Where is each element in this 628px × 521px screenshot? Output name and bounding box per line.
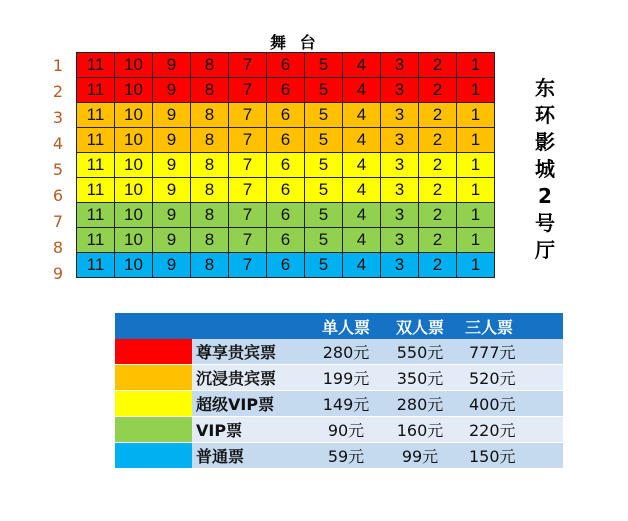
seat-row	[77, 253, 495, 278]
seat[interactable]: 11	[77, 203, 115, 228]
seat[interactable]: 5	[305, 53, 343, 78]
seat-row	[77, 53, 495, 78]
seat[interactable]: 3	[381, 78, 419, 103]
seat[interactable]: 10	[115, 203, 153, 228]
price-table	[115, 313, 563, 468]
triple-price: 777元	[457, 339, 563, 365]
row-number: 7	[52, 212, 64, 231]
seat[interactable]: 4	[343, 203, 381, 228]
seat[interactable]: 5	[305, 203, 343, 228]
row-number: 6	[52, 186, 64, 205]
seat-row	[77, 103, 495, 128]
seat[interactable]: 9	[153, 228, 191, 253]
seat[interactable]: 8	[191, 228, 229, 253]
single-price: 199元	[309, 365, 383, 391]
seat[interactable]: 3	[381, 103, 419, 128]
tier-color-swatch	[115, 365, 192, 391]
seat[interactable]: 5	[305, 253, 343, 278]
tier-color-swatch	[115, 443, 192, 469]
seat[interactable]: 6	[267, 78, 305, 103]
seat[interactable]: 5	[305, 78, 343, 103]
hall-label-char: 2	[538, 184, 552, 208]
tier-name: 普通票	[192, 443, 309, 469]
hall-label-char: 城	[535, 157, 555, 181]
seat[interactable]: 3	[381, 203, 419, 228]
single-price: 90元	[309, 417, 383, 443]
seat[interactable]: 1	[457, 128, 495, 153]
seat[interactable]: 3	[381, 228, 419, 253]
seat[interactable]: 8	[191, 103, 229, 128]
seat[interactable]: 6	[267, 228, 305, 253]
tier-name: VIP票	[192, 417, 309, 443]
seat[interactable]: 4	[343, 253, 381, 278]
seat[interactable]: 2	[419, 228, 457, 253]
seat[interactable]: 10	[115, 178, 153, 203]
seat[interactable]: 11	[77, 253, 115, 278]
seat[interactable]: 10	[115, 103, 153, 128]
price-row	[115, 339, 563, 365]
seat[interactable]: 9	[153, 53, 191, 78]
seat[interactable]: 11	[77, 178, 115, 203]
seat[interactable]: 11	[77, 78, 115, 103]
seat[interactable]: 9	[153, 128, 191, 153]
double-price: 280元	[383, 391, 457, 417]
seat[interactable]: 11	[77, 103, 115, 128]
seat[interactable]: 9	[153, 78, 191, 103]
single-price: 59元	[309, 443, 383, 469]
seat[interactable]: 7	[229, 253, 267, 278]
seat[interactable]: 6	[267, 103, 305, 128]
seat[interactable]: 4	[343, 153, 381, 178]
seat[interactable]: 10	[115, 253, 153, 278]
seat[interactable]: 1	[457, 78, 495, 103]
seat[interactable]: 8	[191, 53, 229, 78]
triple-price: 400元	[457, 391, 563, 417]
tier-name: 超级VIP票	[192, 391, 309, 417]
seat-row	[77, 128, 495, 153]
seat[interactable]: 8	[191, 203, 229, 228]
seat[interactable]: 1	[457, 103, 495, 128]
seat[interactable]: 4	[343, 178, 381, 203]
tier-name: 尊享贵宾票	[192, 339, 309, 365]
header-single-ticket: 单人票	[309, 313, 383, 339]
seat[interactable]: 1	[457, 253, 495, 278]
hall-label-char: 东	[535, 76, 555, 100]
seat[interactable]: 10	[115, 128, 153, 153]
seat[interactable]: 3	[381, 253, 419, 278]
row-number: 1	[52, 56, 64, 75]
seat[interactable]: 7	[229, 103, 267, 128]
seat[interactable]: 6	[267, 253, 305, 278]
seat[interactable]: 2	[419, 253, 457, 278]
row-number-column	[50, 53, 66, 287]
seat[interactable]: 2	[419, 178, 457, 203]
seat[interactable]: 7	[229, 128, 267, 153]
seat[interactable]: 4	[343, 103, 381, 128]
seat[interactable]: 4	[343, 228, 381, 253]
hall-label-char: 环	[535, 103, 555, 127]
seat[interactable]: 2	[419, 203, 457, 228]
seat[interactable]: 11	[77, 128, 115, 153]
double-price: 99元	[383, 443, 457, 469]
seat[interactable]: 2	[419, 53, 457, 78]
seat[interactable]: 7	[229, 78, 267, 103]
seat[interactable]: 9	[153, 153, 191, 178]
tier-color-swatch	[115, 339, 192, 365]
tier-color-swatch	[115, 391, 192, 417]
tier-name: 沉浸贵宾票	[192, 365, 309, 391]
seat[interactable]: 9	[153, 203, 191, 228]
seat[interactable]: 7	[229, 53, 267, 78]
seat[interactable]: 7	[229, 178, 267, 203]
seat[interactable]: 8	[191, 78, 229, 103]
seat[interactable]: 3	[381, 128, 419, 153]
seat[interactable]: 10	[115, 53, 153, 78]
price-header-row	[115, 313, 563, 339]
seat[interactable]: 1	[457, 203, 495, 228]
seat[interactable]: 6	[267, 178, 305, 203]
seat[interactable]: 6	[267, 128, 305, 153]
triple-price: 520元	[457, 365, 563, 391]
seat[interactable]: 4	[343, 53, 381, 78]
header-triple-ticket: 三人票	[457, 313, 563, 339]
tier-color-swatch	[115, 417, 192, 443]
seat[interactable]: 1	[457, 153, 495, 178]
seat[interactable]: 11	[77, 53, 115, 78]
price-row	[115, 365, 563, 391]
seat[interactable]: 9	[153, 103, 191, 128]
seat[interactable]: 2	[419, 78, 457, 103]
seat-row	[77, 203, 495, 228]
seat[interactable]: 5	[305, 178, 343, 203]
seat[interactable]: 1	[457, 228, 495, 253]
header-double-ticket: 双人票	[383, 313, 457, 339]
seat[interactable]: 11	[77, 153, 115, 178]
price-row	[115, 417, 563, 443]
triple-price: 150元	[457, 443, 563, 469]
seat[interactable]: 8	[191, 178, 229, 203]
double-price: 350元	[383, 365, 457, 391]
seat-row	[77, 153, 495, 178]
seat[interactable]: 3	[381, 53, 419, 78]
seat[interactable]: 6	[267, 153, 305, 178]
seat[interactable]: 2	[419, 153, 457, 178]
hall-label-char: 影	[535, 130, 555, 154]
seat-row	[77, 228, 495, 253]
single-price: 280元	[309, 339, 383, 365]
seat[interactable]: 4	[343, 128, 381, 153]
header-name-cell	[192, 313, 309, 339]
seat[interactable]: 5	[305, 228, 343, 253]
stage-label: 舞 台	[270, 33, 320, 52]
row-number: 8	[52, 238, 64, 257]
seat[interactable]: 10	[115, 228, 153, 253]
seat[interactable]: 7	[229, 228, 267, 253]
seat[interactable]: 4	[343, 78, 381, 103]
seat-row	[77, 178, 495, 203]
seat[interactable]: 9	[153, 253, 191, 278]
seat[interactable]: 5	[305, 128, 343, 153]
seat[interactable]: 6	[267, 203, 305, 228]
hall-label-char: 厅	[535, 238, 555, 262]
seat[interactable]: 10	[115, 153, 153, 178]
seat[interactable]: 8	[191, 253, 229, 278]
price-row	[115, 443, 563, 469]
hall-label-char: 号	[535, 211, 555, 235]
seat-row	[77, 78, 495, 103]
seat[interactable]: 8	[191, 153, 229, 178]
header-swatch-cell	[115, 313, 192, 339]
seat[interactable]: 5	[305, 153, 343, 178]
seat[interactable]: 2	[419, 128, 457, 153]
seat[interactable]: 9	[153, 178, 191, 203]
row-number: 2	[52, 82, 64, 101]
seat[interactable]: 3	[381, 178, 419, 203]
hall-label	[530, 75, 560, 264]
row-number: 4	[52, 134, 64, 153]
seat[interactable]: 3	[381, 153, 419, 178]
single-price: 149元	[309, 391, 383, 417]
row-number: 3	[52, 108, 64, 127]
seat[interactable]: 2	[419, 103, 457, 128]
price-row	[115, 391, 563, 417]
seat[interactable]: 7	[229, 203, 267, 228]
seat[interactable]: 5	[305, 103, 343, 128]
seat[interactable]: 11	[77, 228, 115, 253]
seat[interactable]: 6	[267, 53, 305, 78]
seat-map	[76, 52, 495, 278]
row-number: 5	[52, 160, 64, 179]
seat[interactable]: 1	[457, 53, 495, 78]
double-price: 160元	[383, 417, 457, 443]
seat[interactable]: 1	[457, 178, 495, 203]
double-price: 550元	[383, 339, 457, 365]
row-number: 9	[52, 264, 64, 283]
triple-price: 220元	[457, 417, 563, 443]
seat[interactable]: 10	[115, 78, 153, 103]
seat[interactable]: 7	[229, 153, 267, 178]
seat[interactable]: 8	[191, 128, 229, 153]
